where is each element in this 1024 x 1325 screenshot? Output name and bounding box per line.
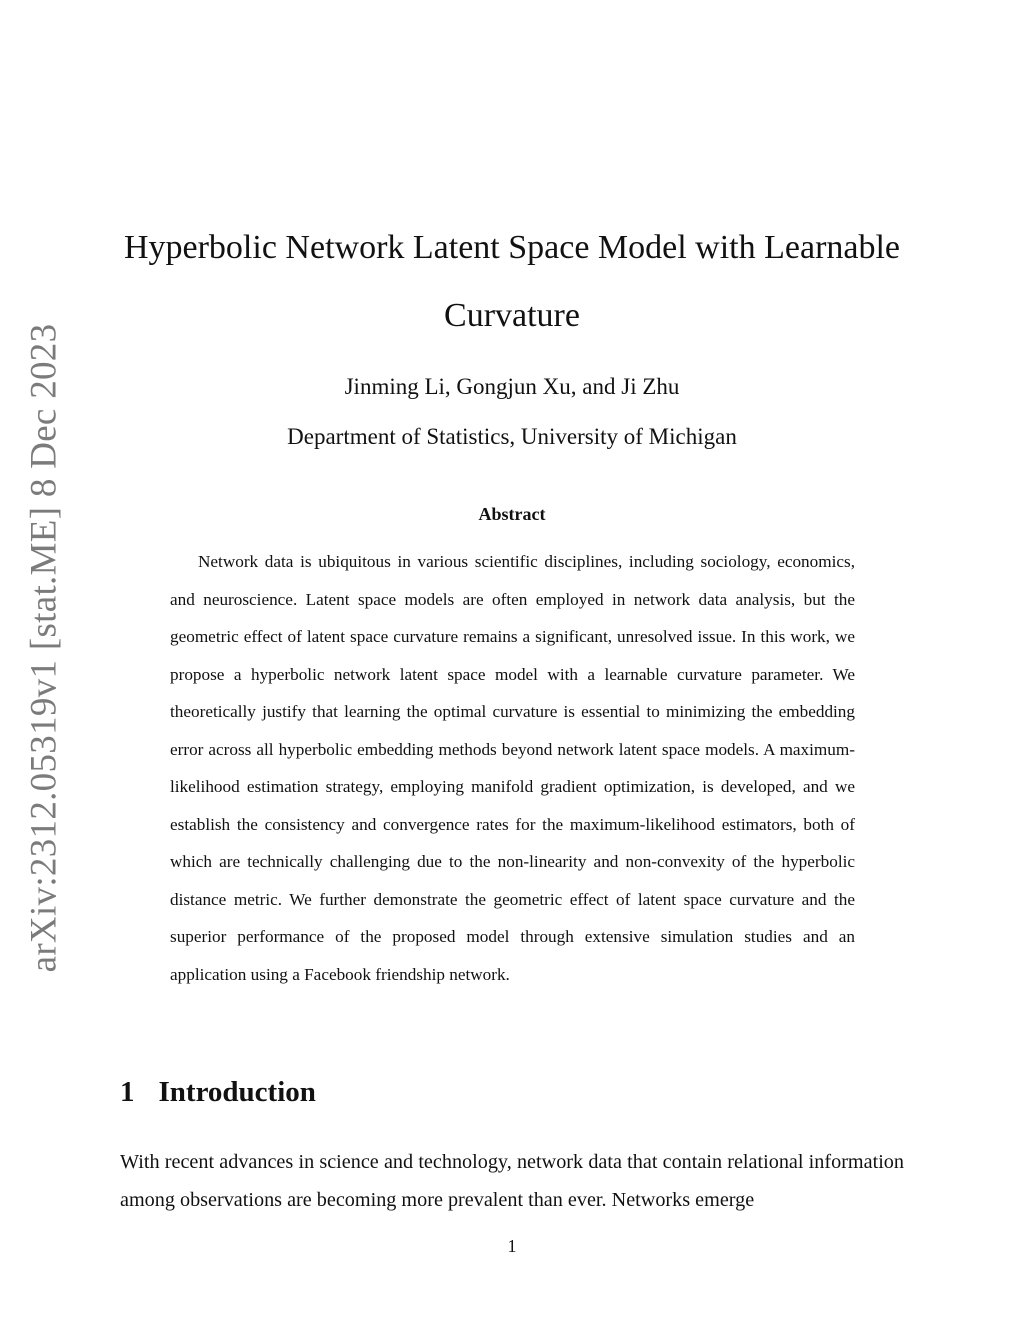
section-number: 1 (120, 1076, 135, 1108)
page-number: 1 (507, 1236, 517, 1256)
abstract-text: Network data is ubiquitous in various scientific disciplines, including sociology, economics, and neuroscience. Latent space models are often employed in network data analysis, but the geometric effect of latent space curvature remains a significant, unresolved issue. In this work, we propose a hyperbolic network latent space model with a learnable curvature parameter. We theoretically justify that learning the optimal curvature is essential to minimizing the embedding error across all hyperbolic embedding methods beyond network latent space models. A maximum-likelihood estimation strategy, employing manifold gradient optimization, is developed, and we establish the consistency and convergence rates for the maximum-likelihood estimators, both of which are technically challenging due to the non-linearity and non-convexity of the hyperbolic distance metric. We further demonstrate the geometric effect of latent space curvature and the superior performance of the proposed model through extensive simulation studies and an application using a Facebook friendship network. (170, 552, 855, 984)
introduction-paragraph: With recent advances in science and technology, network data that contain relational information among observations are becoming more prevalent than ever. Networks emerge (120, 1151, 904, 1211)
section-title: Introduction (158, 1076, 316, 1108)
author-affiliation: Department of Statistics, University of Michigan (287, 424, 737, 449)
author-list: Jinming Li, Gongjun Xu, and Ji Zhu (344, 374, 680, 399)
arxiv-identifier-stamp: arXiv:2312.05319v1 [stat.ME] 8 Dec 2023 (23, 323, 65, 973)
abstract-heading: Abstract (478, 504, 546, 524)
section-heading (120, 1076, 316, 1109)
paper-title: Hyperbolic Network Latent Space Model with Learnable Curvature (123, 229, 901, 334)
